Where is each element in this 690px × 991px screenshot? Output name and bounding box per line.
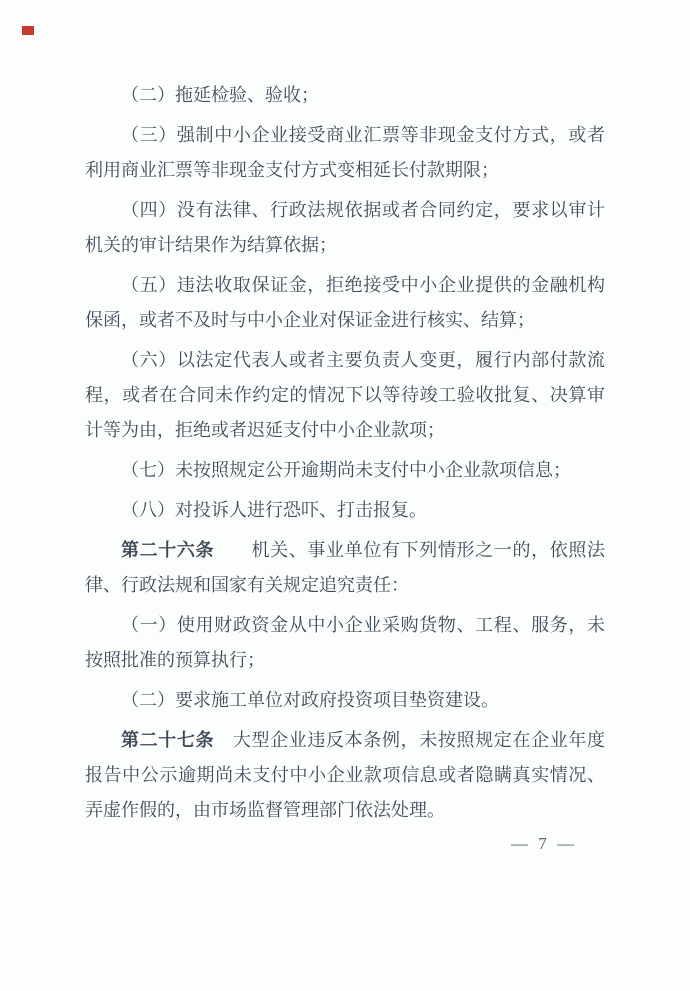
paragraph-text: （四）没有法律、行政法规依据或者合同约定，要求以审计机关的审计结果作为结算依据； [85, 200, 605, 255]
paragraph-text: （五）违法收取保证金，拒绝接受中小企业提供的金融机构保函，或者不及时与中小企业对保证金进行核实、结算； [85, 275, 605, 330]
paragraph [85, 78, 605, 113]
page-number: — 7 — [511, 834, 577, 853]
paragraph [85, 493, 605, 528]
paragraph [85, 608, 605, 678]
paragraph-text: （一）使用财政资金从中小企业采购货物、工程、服务，未按照批准的预算执行； [85, 615, 605, 670]
paragraph [85, 683, 605, 718]
article-number: 第二十七条 [121, 730, 215, 750]
paragraph [85, 453, 605, 488]
paragraph-text: （七）未按照规定公开逾期尚未支付中小企业款项信息； [121, 460, 571, 480]
paragraph [85, 268, 605, 338]
paragraph-text: （六）以法定代表人或者主要负责人变更，履行内部付款流程，或者在合同未作约定的情况下以等待竣工验收批复、决算审计等为由，拒绝或者迟延支付中小企业款项； [85, 350, 605, 440]
paragraph [85, 343, 605, 448]
paragraph [85, 533, 605, 603]
paragraph-text: （三）强制中小企业接受商业汇票等非现金支付方式，或者利用商业汇票等非现金支付方式变相延长付款期限； [85, 125, 605, 180]
article-number: 第二十六条 [121, 540, 215, 560]
paragraph-text: （八）对投诉人进行恐吓、打击报复。 [121, 500, 427, 520]
paragraph [85, 723, 605, 828]
paragraph-text: 机关、事业单位有下列情形之一的，依照法律、行政法规和国家有关规定追究责任： [85, 540, 606, 595]
paragraph-text: 大型企业违反本条例，未按照规定在企业年度报告中公示逾期尚未支付中小企业款项信息或者隐瞒真实情况、弄虚作假的，由市场监督管理部门依法处理。 [85, 730, 606, 820]
paragraph-text: （二）拖延检验、验收； [121, 85, 319, 105]
paragraph [85, 118, 605, 188]
red-mark [22, 26, 34, 35]
paragraph-text: （二）要求施工单位对政府投资项目垫资建设。 [121, 690, 499, 710]
document-body [85, 78, 605, 833]
paragraph [85, 193, 605, 263]
